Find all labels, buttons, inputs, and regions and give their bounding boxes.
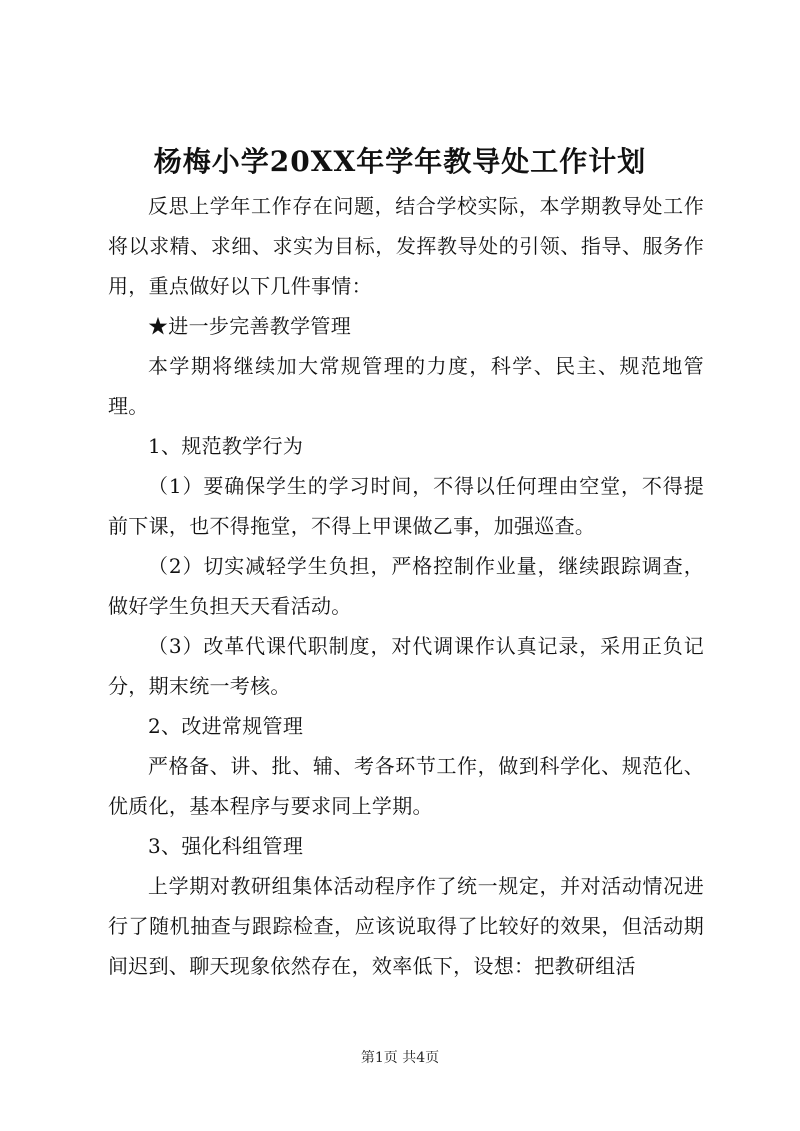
document-title: 杨梅小学20XX年学年教导处工作计划 [153, 145, 647, 178]
paragraph-group-management: 上学期对教研组集体活动程序作了统一规定，并对活动情况进行了随机抽查与跟踪检查，应该说取得了比较好的效果，但活动期间迟到、聊天现象依然存在，效率低下，设想：把教研组活 [108, 874, 704, 978]
paragraph-management-intro: 本学期将继续加大常规管理的力度，科学、民主、规范地管理。 [108, 354, 704, 418]
section-heading-teaching-management: ★进一步完善教学管理 [148, 314, 351, 338]
subheading-routine-management: 2、改进常规管理 [148, 714, 304, 738]
document-body [108, 186, 704, 986]
paragraph-item-1: （1）要确保学生的学习时间，不得以任何理由空堂，不得提前下课，也不得拖堂，不得上甲课做乙事，加强巡查。 [108, 474, 704, 538]
paragraph-item-2: （2）切实减轻学生负担，严格控制作业量，继续跟踪调查，做好学生负担天天看活动。 [108, 554, 704, 618]
paragraph-item-3: （3）改革代课代职制度，对代调课作认真记录，采用正负记分，期末统一考核。 [108, 634, 704, 698]
subheading-group-management: 3、强化科组管理 [148, 834, 304, 858]
subheading-teaching-behavior: 1、规范教学行为 [148, 434, 304, 458]
paragraph-intro: 反思上学年工作存在问题，结合学校实际，本学期教导处工作将以求精、求细、求实为目标，发挥教导处的引领、指导、服务作用，重点做好以下几件事情： [108, 194, 704, 298]
paragraph-routine-management: 严格备、讲、批、辅、考各环节工作，做到科学化、规范化、优质化，基本程序与要求同上学期。 [108, 754, 704, 818]
page-footer: 第1页 共4页 [360, 1050, 440, 1066]
